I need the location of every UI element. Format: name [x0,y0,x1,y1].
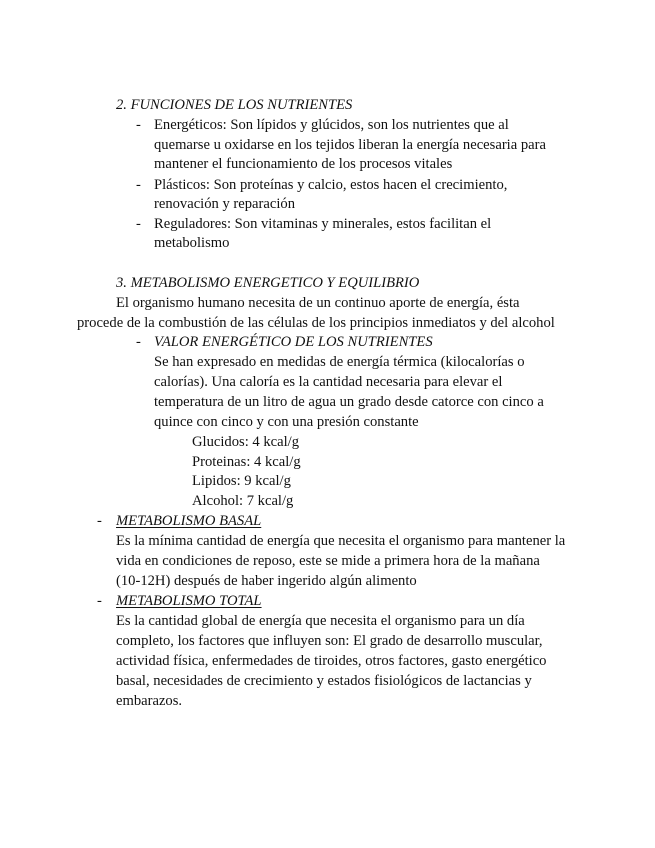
bullet-dash: - [136,334,141,350]
list-item-line: metabolismo [154,235,230,251]
list-item-line: Reguladores: Son vitaminas y minerales, estos facilitan el [154,216,492,232]
paragraph-line: embarazos. [116,693,183,709]
paragraph-line: vida en condiciones de reposo, este se mide a primera hora de la mañana [116,553,540,569]
list-item-line: Plásticos: Son proteínas y calcio, estos hacen el crecimiento, [154,177,508,193]
bullet-dash: - [97,593,102,609]
paragraph-line: El organismo humano necesita de un continuo aporte de energía, ésta [116,295,520,311]
list-item-line: mantener el funcionamiento de los procesos vitales [154,156,453,172]
list-item-line: renovación y reparación [154,196,295,212]
list-item-line: quemarse u oxidarse en los tejidos liberan la energía necesaria para [154,137,546,153]
bullet-dash: - [136,177,141,193]
paragraph-line: procede de la combustión de las células de los principios inmediatos y del alcohol [77,315,555,331]
bullet-dash: - [136,117,141,133]
paragraph-line: Es la cantidad global de energía que necesita el organismo para un día [116,613,525,629]
paragraph-line: (10-12H) después de haber ingerido algún alimento [116,573,417,589]
list-item-line: Energéticos: Son lípidos y glúcidos, son los nutrientes que al [154,117,509,133]
paragraph-line: temperatura de un litro de agua un grado desde catorce con cinco a [154,394,544,410]
paragraph-line: Se han expresado en medidas de energía térmica (kilocalorías o [154,354,525,370]
valor-energetico-title: VALOR ENERGÉTICO DE LOS NUTRIENTES [154,334,433,350]
energy-value: Glucidos: 4 kcal/g [192,434,300,450]
section-3-title: 3. METABOLISMO ENERGETICO Y EQUILIBRIO [116,275,420,291]
paragraph-line: calorías). Una caloría es la cantidad necesaria para elevar el [154,374,503,390]
energy-value: Proteinas: 4 kcal/g [192,454,301,470]
paragraph-line: actividad física, enfermedades de tiroides, otros factores, gasto energético [116,653,547,669]
paragraph-line: Es la mínima cantidad de energía que necesita el organismo para mantener la [116,533,566,549]
energy-value: Alcohol: 7 kcal/g [192,493,294,509]
paragraph-line: quince con cinco y con una presión constante [154,414,419,430]
section-2-title: 2. FUNCIONES DE LOS NUTRIENTES [116,97,353,113]
bullet-dash: - [97,513,102,529]
metabolismo-total-title: METABOLISMO TOTAL [116,593,262,609]
paragraph-line: basal, necesidades de crecimiento y estados fisiológicos de lactancias y [116,673,532,689]
energy-value: Lipidos: 9 kcal/g [192,473,291,489]
bullet-dash: - [136,216,141,232]
metabolismo-basal-title: METABOLISMO BASAL [116,513,262,529]
paragraph-line: completo, los factores que influyen son: El grado de desarrollo muscular, [116,633,543,649]
